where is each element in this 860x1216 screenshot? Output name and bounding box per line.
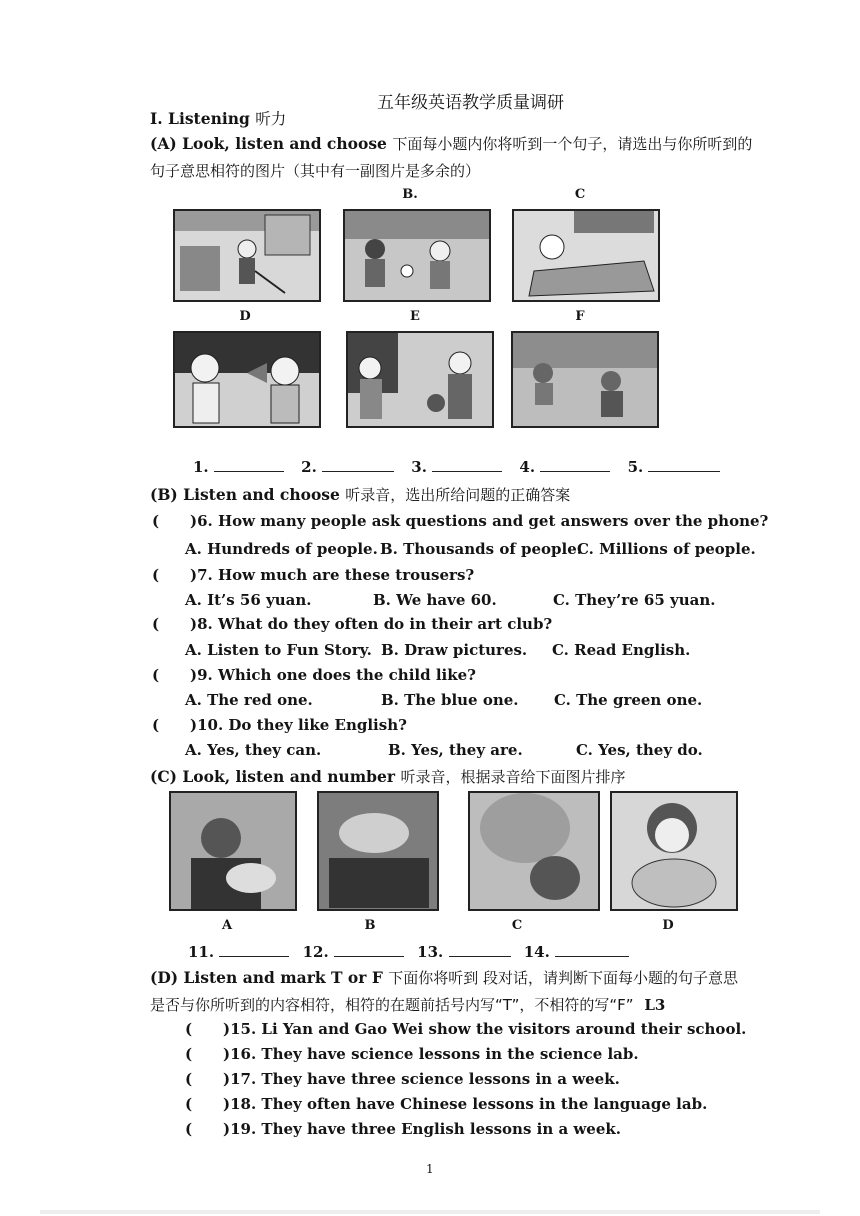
question-10 <box>152 716 407 734</box>
picture-b-playing <box>343 209 491 302</box>
picture-f-illustration <box>513 333 657 426</box>
answer-paren[interactable]: ( <box>185 1095 193 1113</box>
picture-d-talking <box>173 331 321 428</box>
q10-option-b: B. Yes, they are. <box>388 741 523 759</box>
section-b-instruction: 听录音，选出所给问题的正确答案 <box>345 486 571 504</box>
answer-number: 13. <box>417 943 444 961</box>
answer-blank-11[interactable] <box>219 942 289 957</box>
answer-paren[interactable]: ( <box>152 512 160 530</box>
photo-a-illustration <box>171 793 295 909</box>
q7-option-a: A. It’s 56 yuan. <box>185 591 312 609</box>
section-d-instruction-1: 下面你将听到 段对话，请判断下面每小题的句子意思 <box>388 969 739 987</box>
picture-d-illustration <box>175 333 319 426</box>
section-c-header <box>150 766 625 787</box>
picture-a-illustration <box>175 211 319 300</box>
statement-text: )19. They have three English lessons in a week. <box>223 1120 622 1138</box>
photo-d-illustration <box>612 793 736 909</box>
photo-label-a: A <box>221 918 233 933</box>
q6-option-b: B. Thousands of people. <box>380 540 582 558</box>
picture-c-illustration <box>514 211 658 300</box>
photo-b <box>317 791 439 911</box>
section-a-label: (A) Look, listen and choose <box>150 134 387 153</box>
photo-a <box>169 791 297 911</box>
q8-option-c: C. Read English. <box>552 641 691 659</box>
picture-b-illustration <box>345 211 489 300</box>
answer-paren[interactable]: ( <box>185 1045 193 1063</box>
statement-text: )18. They often have Chinese lessons in the language lab. <box>223 1095 708 1113</box>
question-text: )8. What do they often do in their art club? <box>190 615 553 633</box>
answer-number: 2. <box>301 458 317 476</box>
answer-number: 5. <box>627 458 644 476</box>
answer-paren[interactable]: ( <box>152 716 160 734</box>
statement-text: )16. They have science lessons in the science lab. <box>223 1045 639 1063</box>
page-title: 五年级英语教学质量调研 <box>377 93 564 113</box>
section-d-header <box>150 967 738 988</box>
question-6 <box>152 512 768 530</box>
statement-18 <box>185 1095 707 1113</box>
listening-heading-cn: 听力 <box>255 110 287 128</box>
section-a-header <box>150 133 752 154</box>
answer-number: 11. <box>188 943 215 961</box>
section-c-instruction: 听录音，根据录音给下面图片排序 <box>400 768 626 786</box>
statement-15 <box>185 1020 746 1038</box>
question-9 <box>152 666 476 684</box>
answer-number: 1. <box>193 458 209 476</box>
question-8 <box>152 615 552 633</box>
picture-f-outdoor <box>511 331 659 428</box>
answer-blank-2[interactable] <box>322 457 394 472</box>
question-text: )6. How many people ask questions and get answers over the phone? <box>190 512 769 530</box>
answer-paren[interactable]: ( <box>185 1120 193 1138</box>
picture-e-illustration <box>348 333 492 426</box>
q6-option-a: A. Hundreds of people. <box>185 540 378 558</box>
picture-label-e: E <box>410 309 420 324</box>
picture-label-b: B. <box>402 187 418 202</box>
q10-option-a: A. Yes, they can. <box>185 741 322 759</box>
picture-label-c: C <box>574 187 586 202</box>
statement-19 <box>185 1120 621 1138</box>
section-a-answers <box>193 457 720 476</box>
statement-17 <box>185 1070 620 1088</box>
question-text: )10. Do they like English? <box>190 716 407 734</box>
answer-blank-1[interactable] <box>214 457 284 472</box>
statement-text: )17. They have three science lessons in a week. <box>223 1070 620 1088</box>
section-d-label: (D) Listen and mark T or F <box>150 968 383 987</box>
page-edge-divider <box>40 1210 820 1214</box>
section-d-line-2 <box>150 994 665 1015</box>
answer-paren[interactable]: ( <box>152 615 160 633</box>
question-text: )9. Which one does the child like? <box>190 666 476 684</box>
q9-option-c: C. The green one. <box>554 691 703 709</box>
photo-b-illustration <box>319 793 437 909</box>
answer-number: 14. <box>523 943 550 961</box>
answer-blank-5[interactable] <box>648 457 720 472</box>
photo-d <box>610 791 738 911</box>
picture-c-sleeping <box>512 209 660 302</box>
section-b-label: (B) Listen and choose <box>150 485 340 504</box>
photo-label-c: C <box>511 918 523 933</box>
answer-number: 4. <box>519 458 536 476</box>
answer-blank-13[interactable] <box>449 942 511 957</box>
q8-option-a: A. Listen to Fun Story. <box>185 641 372 659</box>
answer-paren[interactable]: ( <box>185 1020 193 1038</box>
picture-a-cleaning <box>173 209 321 302</box>
answer-blank-12[interactable] <box>334 942 404 957</box>
picture-label-f: F <box>575 309 585 324</box>
section-a-instruction-1: 下面每小题内你将听到一个句子，请选出与你所听到的 <box>392 135 753 153</box>
question-text: )7. How much are these trousers? <box>190 566 475 584</box>
question-7 <box>152 566 474 584</box>
photo-c <box>468 791 600 911</box>
answer-paren[interactable]: ( <box>152 666 160 684</box>
answer-blank-3[interactable] <box>432 457 502 472</box>
q9-option-a: A. The red one. <box>185 691 313 709</box>
page-number: 1 <box>426 1162 434 1176</box>
answer-blank-14[interactable] <box>555 942 629 957</box>
statement-text: )15. Li Yan and Gao Wei show the visitors around their school. <box>223 1020 747 1038</box>
listening-heading-en: I. Listening <box>150 109 250 128</box>
photo-label-d: D <box>662 918 674 933</box>
section-d-instruction-2: 是否与你所听到的内容相符，相符的在题前括号内写“T”，不相符的写“F” <box>150 996 634 1014</box>
section-c-label: (C) Look, listen and number <box>150 767 396 786</box>
q7-option-c: C. They’re 65 yuan. <box>553 591 716 609</box>
answer-paren[interactable]: ( <box>185 1070 193 1088</box>
q6-option-c: C. Millions of people. <box>577 540 756 558</box>
picture-label-d: D <box>239 309 251 324</box>
answer-paren[interactable]: ( <box>152 566 160 584</box>
q10-option-c: C. Yes, they do. <box>576 741 703 759</box>
q9-option-b: B. The blue one. <box>381 691 519 709</box>
section-c-answers <box>188 942 629 961</box>
photo-label-b: B <box>364 918 376 933</box>
section-a-instruction-2: 句子意思相符的图片（其中有一副图片是多余的） <box>150 162 481 180</box>
section-b-header <box>150 484 570 505</box>
q7-option-b: B. We have 60. <box>373 591 497 609</box>
answer-number: 12. <box>302 943 329 961</box>
answer-blank-4[interactable] <box>540 457 610 472</box>
statement-16 <box>185 1045 639 1063</box>
q8-option-b: B. Draw pictures. <box>381 641 528 659</box>
section-d-tag: L3 <box>644 996 666 1014</box>
picture-e-classroom <box>346 331 494 428</box>
photo-c-illustration <box>470 793 598 909</box>
answer-number: 3. <box>411 458 427 476</box>
listening-heading <box>150 107 286 129</box>
